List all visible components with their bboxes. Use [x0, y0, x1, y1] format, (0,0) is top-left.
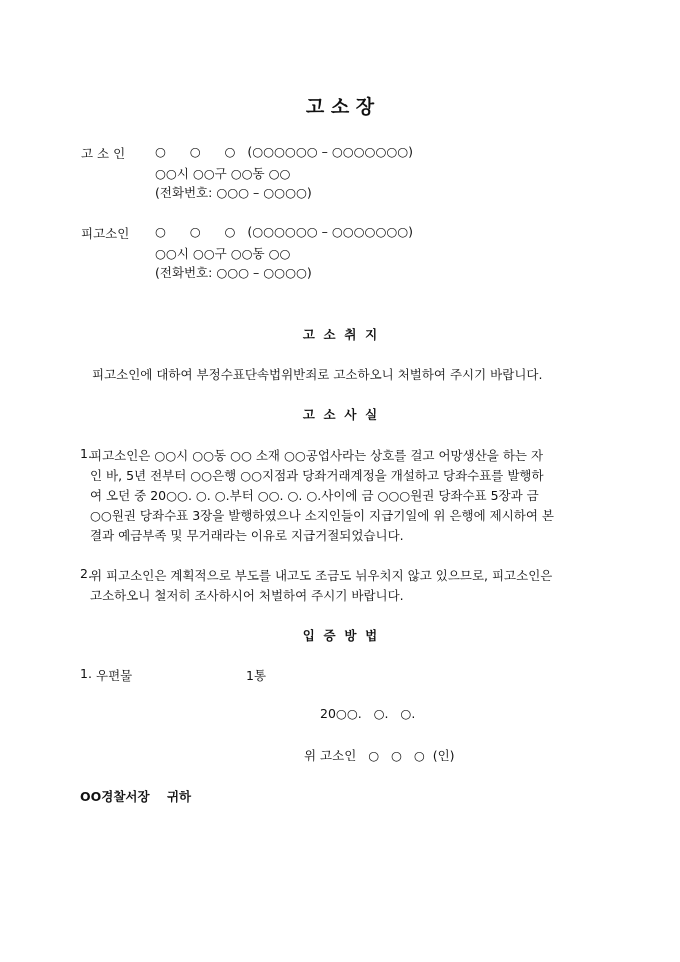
evidence-heading: 입 증 방 법	[302, 628, 378, 643]
complainant-signature: 위 고소인 ○ ○ ○ (인)	[304, 748, 455, 763]
fact-line: 여 오던 중 20○○. ○. ○.부터 ○○. ○. ○.사이에 금 ○○○원권 당좌수표 5장과 금	[90, 488, 539, 503]
fact-line: 인 바, 5년 전부터 ○○은행 ○○지점과 당좌거래계정을 개설하고 당좌수표를 발행하	[90, 468, 544, 483]
recipient-line: OO경찰서장 귀하	[80, 789, 192, 804]
accused-phone: (전화번호: ○○○ – ○○○○)	[155, 265, 312, 280]
fact-item-number: 2.	[80, 566, 92, 581]
evidence-item-count: 1통	[246, 668, 267, 683]
complainant-phone: (전화번호: ○○○ – ○○○○)	[155, 185, 312, 200]
complainant-address: ○○시 ○○구 ○○동 ○○	[155, 166, 291, 181]
accused-name-line: ○ ○ ○ (○○○○○○ – ○○○○○○○)	[155, 224, 414, 239]
fact-line: 고소하오니 철저히 조사하시어 처벌하여 주시기 바랍니다.	[90, 588, 404, 603]
fact-line: 피고소인은 ○○시 ○○동 ○○ 소재 ○○공업사라는 상호를 걸고 어망생산을 하는 자	[90, 448, 544, 463]
fact-line: ○○원권 당좌수표 3장을 발행하였으나 소지인들이 지급기일에 위 은행에 제시하여 본	[90, 508, 555, 523]
fact-item-number: 1.	[80, 446, 92, 461]
fact-line: 결과 예금부족 및 무거래라는 이유로 지급거절되었습니다.	[90, 528, 404, 543]
complainant-label: 고 소 인	[81, 146, 126, 161]
evidence-item-name: 우편물	[96, 668, 133, 683]
document-date: 20○○. ○. ○.	[320, 706, 416, 721]
accused-address: ○○시 ○○구 ○○동 ○○	[155, 246, 291, 261]
purpose-text: 피고소인에 대하여 부정수표단속법위반죄로 고소하오니 처벌하여 주시기 바랍니다.	[92, 367, 543, 382]
complainant-name-line: ○ ○ ○ (○○○○○○ – ○○○○○○○)	[155, 144, 414, 159]
evidence-item-number: 1.	[80, 666, 92, 681]
accused-label: 피고소인	[81, 226, 130, 241]
facts-heading: 고 소 사 실	[302, 407, 378, 422]
purpose-heading: 고 소 취 지	[302, 327, 378, 342]
fact-line: 위 피고소인은 계획적으로 부도를 내고도 조금도 뉘우치지 않고 있으므로, 피고소인은	[90, 568, 553, 583]
document-title: 고 소 장	[305, 96, 375, 118]
